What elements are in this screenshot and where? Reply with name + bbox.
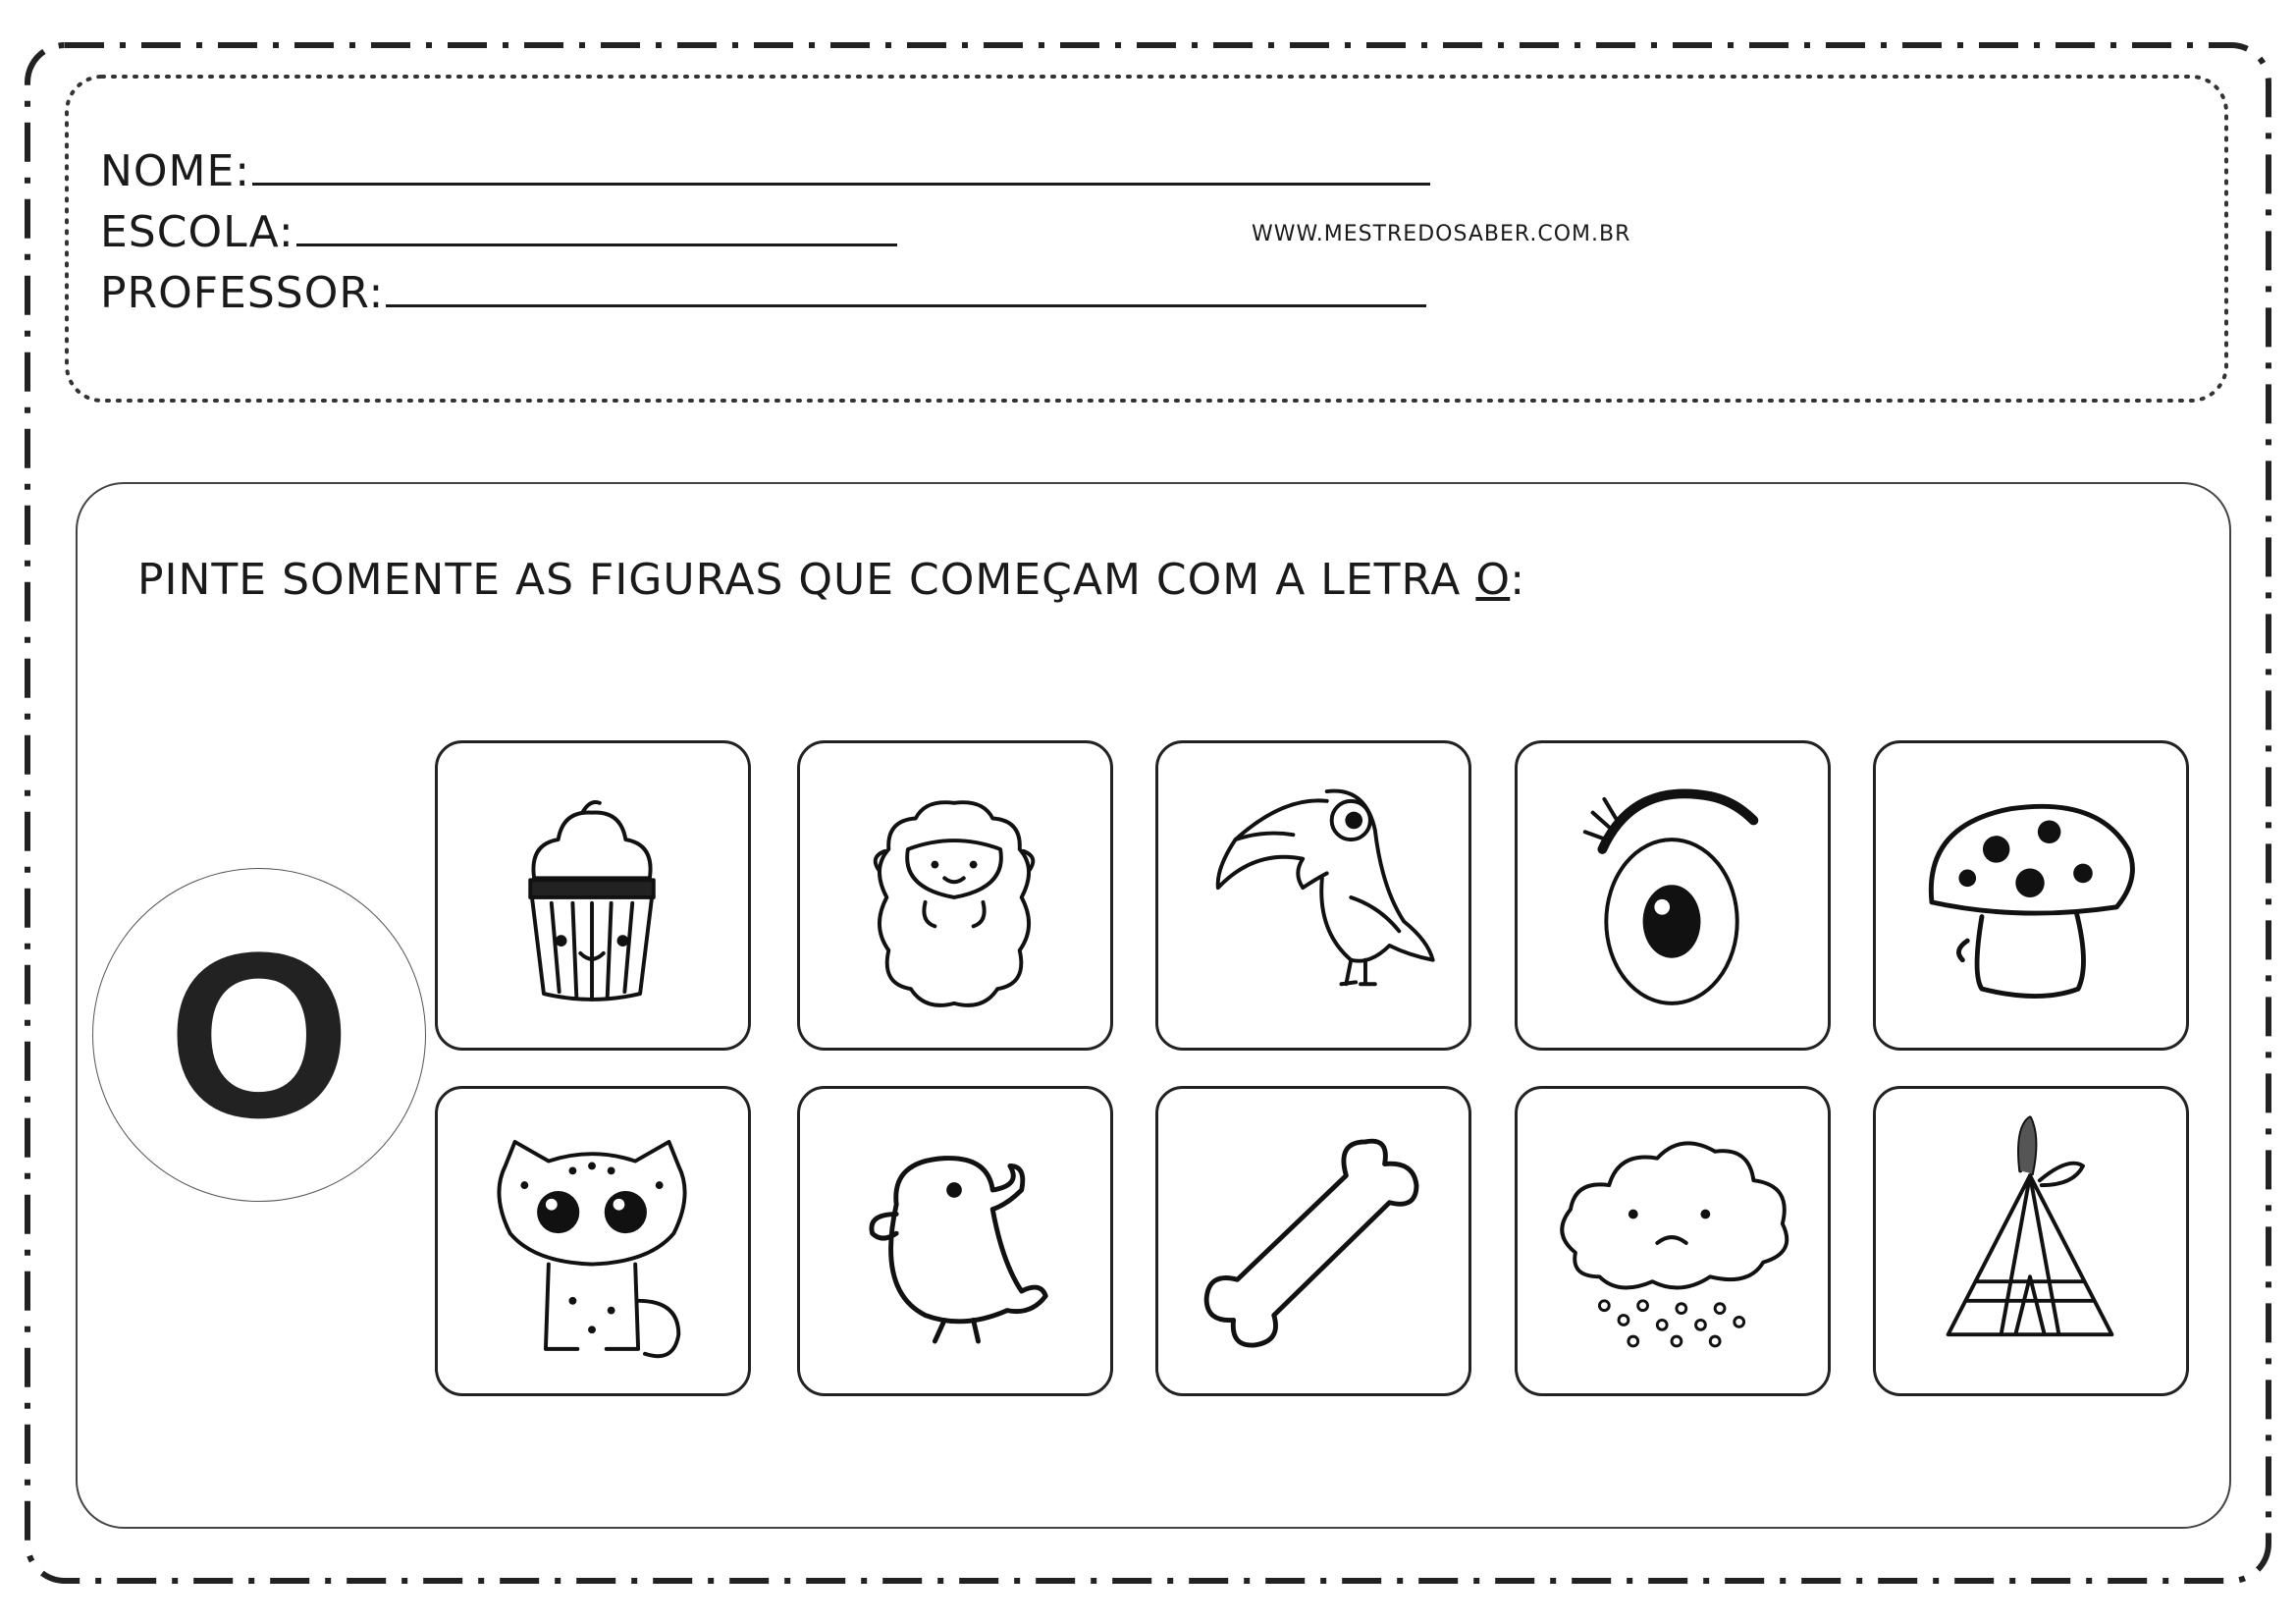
picture-card-parrot[interactable]: [797, 1086, 1113, 1396]
big-letter-circle: [92, 868, 426, 1202]
cloud-icon: [1518, 1089, 1828, 1393]
school-field: [100, 207, 897, 257]
teacher-label: PROFESSOR:: [100, 268, 385, 318]
picture-card-mushroom[interactable]: [1873, 740, 2189, 1051]
picture-card-cupcake[interactable]: [435, 740, 751, 1051]
picture-card-cloud[interactable]: [1515, 1086, 1831, 1396]
picture-card-teepee[interactable]: [1873, 1086, 2189, 1396]
teepee-icon: [1876, 1089, 2186, 1393]
picture-card-sheep[interactable]: [797, 740, 1113, 1051]
sheep-icon: [800, 743, 1110, 1048]
mushroom-icon: [1876, 743, 2186, 1048]
big-letter: O: [167, 903, 351, 1166]
picture-card-bone[interactable]: [1155, 1086, 1471, 1396]
picture-card-eye[interactable]: [1515, 740, 1831, 1051]
name-field: [100, 146, 1430, 196]
name-label: NOME:: [100, 146, 251, 196]
school-label: ESCOLA:: [100, 207, 294, 257]
eye-icon: [1518, 743, 1828, 1048]
picture-card-toucan[interactable]: [1155, 740, 1471, 1051]
name-line[interactable]: [252, 147, 1430, 186]
instruction-prefix: PINTE SOMENTE AS FIGURAS QUE COMEÇAM COM A LETRA: [137, 555, 1476, 605]
teacher-line[interactable]: [386, 269, 1426, 307]
picture-card-jaguar[interactable]: [435, 1086, 751, 1396]
instruction-letter: O: [1475, 555, 1511, 605]
bone-icon: [1158, 1089, 1468, 1393]
instruction-text: [137, 555, 1525, 605]
school-line[interactable]: [296, 208, 897, 246]
cupcake-icon: [438, 743, 748, 1048]
jaguar-icon: [438, 1089, 748, 1393]
parrot-icon: [800, 1089, 1110, 1393]
website-text: WWW.MESTREDOSABER.COM.BR: [1252, 222, 1631, 246]
instruction-suffix: :: [1510, 555, 1526, 605]
toucan-icon: [1158, 743, 1468, 1048]
teacher-field: [100, 268, 1426, 318]
